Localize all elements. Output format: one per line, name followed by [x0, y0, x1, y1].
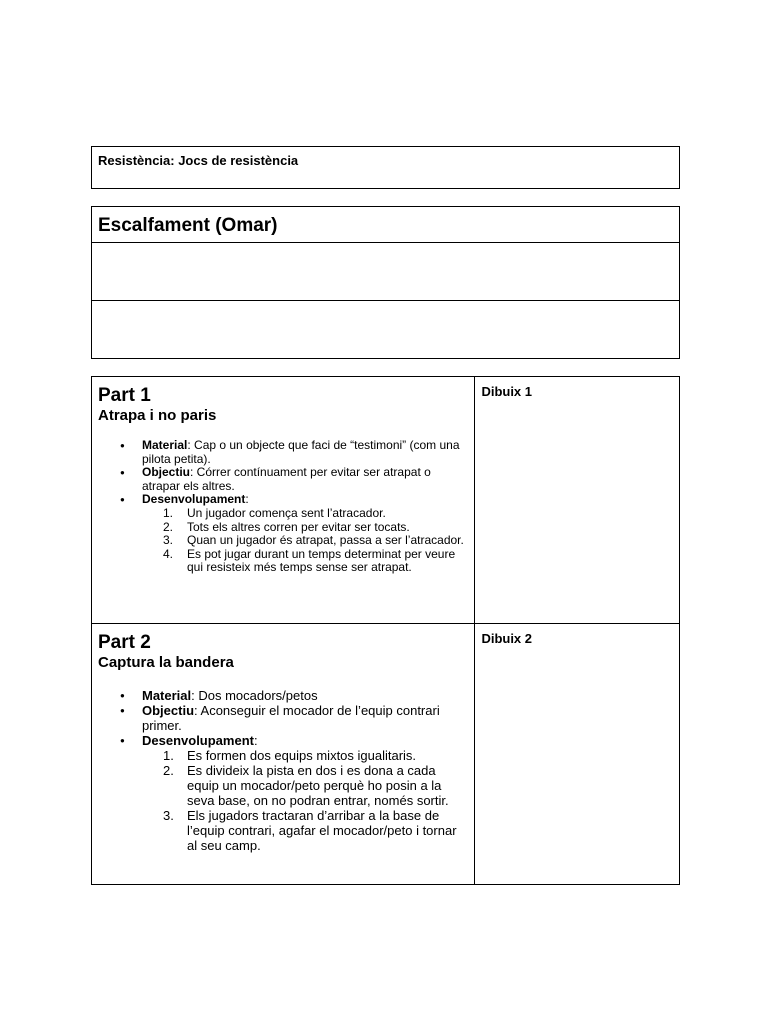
step-number: 1. — [163, 748, 174, 763]
step-text: Es divideix la pista en dos i es dona a cada equip un mocador/peto perquè ho posin a la seva base, on no podran entrar, només sortir. — [187, 763, 449, 808]
step-text: Tots els altres corren per evitar ser tocats. — [187, 519, 410, 534]
warmup-row-2 — [92, 301, 679, 359]
objective-item — [142, 466, 468, 493]
part-content — [92, 624, 475, 885]
development-steps — [142, 748, 468, 853]
development-label: Desenvolupament — [142, 733, 254, 748]
objective-label: Objectiu — [142, 703, 195, 718]
step-item — [163, 748, 468, 763]
step-text: Els jugadors tractaran d’arribar a la base de l’equip contrari, agafar el mocador/peto i tornar al seu camp. — [187, 808, 457, 853]
step-number: 3. — [163, 533, 174, 548]
step-number: 1. — [163, 505, 174, 520]
session-title: Resistència: Jocs de resistència — [98, 153, 299, 168]
part-number: Part 1 — [98, 385, 151, 406]
development-text: : — [245, 492, 249, 507]
part-title: Atrapa i no paris — [98, 407, 217, 424]
warmup-section — [91, 206, 680, 359]
development-item — [142, 493, 468, 575]
development-text: : — [253, 733, 258, 748]
objective-label: Objectiu — [142, 465, 191, 480]
step-item — [163, 533, 468, 548]
step-number: 2. — [163, 763, 174, 778]
part-details-list — [98, 688, 468, 853]
warmup-row-1 — [92, 243, 679, 301]
material-text: : Cap o un objecte que faci de “testimoni” (com una pilota petita). — [142, 438, 460, 466]
step-text: Es formen dos equips mixtos igualitaris. — [187, 748, 417, 763]
objective-text: : Córrer contínuament per evitar ser atrapat o atrapar els altres. — [142, 465, 431, 493]
drawing-label: Dibuix 1 — [481, 384, 533, 399]
step-item — [163, 546, 468, 575]
step-item — [163, 763, 468, 808]
step-number: 2. — [163, 519, 174, 534]
material-label: Material — [142, 438, 188, 452]
drawing-cell — [475, 624, 680, 885]
step-number: 4. — [163, 546, 174, 561]
objective-item — [142, 703, 468, 733]
warmup-title: Escalfament (Omar) — [92, 207, 679, 243]
development-item — [142, 733, 468, 853]
step-item — [163, 808, 468, 853]
step-text: Un jugador comença sent l’atracador. — [187, 505, 386, 520]
part-row — [92, 377, 680, 624]
session-header — [91, 146, 680, 189]
development-label: Desenvolupament — [142, 492, 246, 507]
material-item — [142, 439, 468, 466]
material-label: Material — [142, 688, 192, 703]
step-text: Es pot jugar durant un temps determinat per veure qui resisteix més temps sense ser atrapat. — [187, 546, 456, 575]
drawing-label: Dibuix 2 — [481, 631, 533, 646]
part-number: Part 2 — [98, 632, 151, 653]
part-row — [92, 624, 680, 885]
development-steps — [142, 507, 468, 575]
parts-table — [91, 376, 680, 885]
step-item — [163, 519, 468, 535]
part-details-list — [98, 439, 468, 575]
material-item — [142, 688, 468, 703]
material-text: : Dos mocadors/petos — [191, 688, 318, 703]
objective-text: : Aconseguir el mocador de l’equip contrari primer. — [142, 703, 440, 733]
step-number: 3. — [163, 808, 174, 823]
part-title: Captura la bandera — [98, 654, 234, 671]
step-item — [163, 505, 468, 521]
step-text: Quan un jugador és atrapat, passa a ser l’atracador. — [187, 533, 464, 548]
drawing-cell — [475, 377, 680, 624]
part-content — [92, 377, 475, 624]
